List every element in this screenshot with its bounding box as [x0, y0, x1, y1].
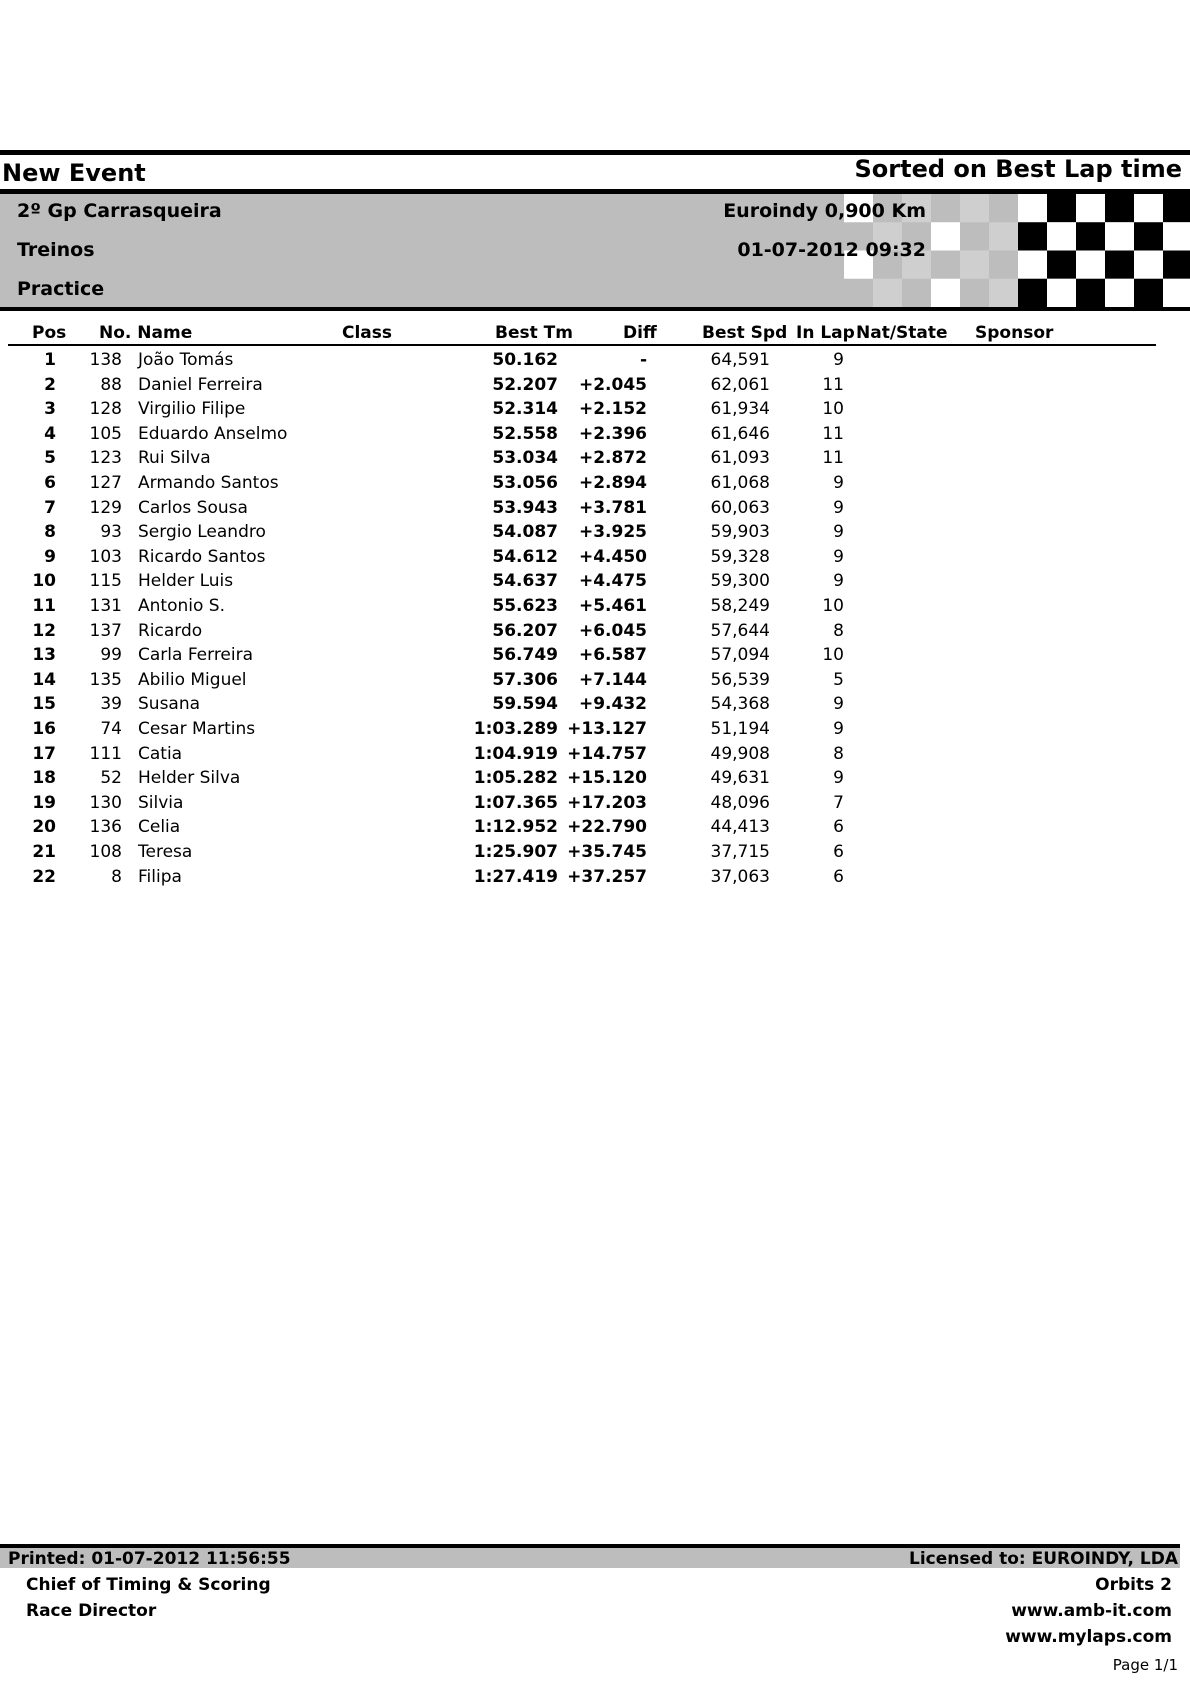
track-info: Euroindy 0,900 Km [723, 200, 926, 222]
row-best-time: 1:04.919 [473, 743, 558, 764]
row-best-speed: 62,061 [710, 374, 770, 395]
row-in-lap: 11 [822, 374, 844, 395]
row-in-lap: 6 [833, 842, 844, 862]
col-diff: Diff [623, 323, 657, 343]
table-row [0, 498, 1190, 523]
row-pos: 13 [32, 645, 56, 666]
col-nat-state: Nat/State [856, 323, 948, 343]
row-pos: 6 [44, 473, 56, 493]
column-header-rule [8, 344, 1156, 346]
row-pos: 1 [44, 350, 56, 370]
row-in-lap: 9 [833, 768, 844, 789]
row-in-lap: 6 [833, 817, 844, 838]
row-pos: 20 [32, 817, 56, 838]
row-best-speed: 59,903 [710, 522, 770, 543]
row-number: 115 [89, 571, 122, 592]
row-driver-name: Daniel Ferreira [138, 374, 263, 395]
race-director-label: Race Director [26, 1601, 157, 1621]
row-best-time: 56.749 [492, 645, 558, 666]
flag-square [1076, 279, 1105, 307]
row-in-lap: 10 [822, 399, 844, 420]
row-best-speed: 58,249 [710, 596, 770, 616]
table-row [0, 645, 1190, 670]
row-best-speed: 56,539 [710, 669, 770, 690]
row-best-speed: 59,328 [710, 546, 770, 567]
row-best-time: 53.943 [492, 497, 558, 518]
page-number: Page 1/1 [1112, 1656, 1178, 1674]
row-driver-name: Susana [138, 694, 201, 715]
row-best-time: 53.034 [492, 448, 558, 469]
row-in-lap: 9 [833, 571, 844, 592]
table-row [0, 375, 1190, 400]
row-in-lap: 8 [833, 620, 844, 641]
row-best-speed: 54,368 [710, 694, 770, 715]
flag-square [1076, 251, 1105, 279]
row-best-speed: 61,093 [710, 448, 770, 469]
row-in-lap: 10 [822, 596, 844, 616]
table-row [0, 596, 1190, 621]
sort-label: Sorted on Best Lap time [854, 155, 1182, 183]
row-best-time: 52.314 [492, 399, 558, 420]
flag-square [931, 222, 960, 250]
row-driver-name: Armando Santos [138, 473, 279, 493]
row-pos: 21 [32, 842, 56, 862]
col-best-spd: Best Spd [702, 323, 788, 343]
row-number: 128 [89, 399, 122, 420]
row-pos: 18 [32, 768, 56, 789]
row-in-lap: 7 [833, 792, 844, 813]
row-pos: 10 [32, 571, 56, 592]
flag-square [960, 251, 989, 279]
row-pos: 15 [32, 694, 56, 715]
table-row [0, 473, 1190, 498]
flag-square [1105, 279, 1134, 307]
row-pos: 17 [32, 743, 56, 764]
flag-square [1018, 279, 1047, 307]
row-diff: +9.432 [578, 694, 647, 715]
table-row [0, 817, 1190, 842]
row-diff: +5.461 [578, 596, 647, 616]
flag-square [1076, 194, 1105, 222]
row-diff: +2.872 [578, 448, 647, 469]
flag-square [1018, 251, 1047, 279]
mylaps-url: www.mylaps.com [1005, 1627, 1172, 1647]
row-pos: 9 [44, 546, 56, 567]
flag-square [1047, 279, 1076, 307]
row-best-time: 1:03.289 [473, 719, 558, 739]
table-row [0, 694, 1190, 719]
table-row [0, 547, 1190, 572]
row-best-speed: 59,300 [710, 571, 770, 592]
row-number: 137 [89, 620, 122, 641]
row-diff: +14.757 [567, 743, 647, 764]
row-best-speed: 44,413 [710, 817, 770, 838]
table-row [0, 670, 1190, 695]
row-number: 74 [100, 719, 122, 739]
table-row [0, 424, 1190, 449]
row-pos: 22 [32, 866, 56, 887]
row-best-time: 54.637 [492, 571, 558, 592]
row-driver-name: Filipa [138, 866, 182, 887]
row-driver-name: Sergio Leandro [138, 522, 266, 543]
row-diff: +4.450 [578, 546, 647, 567]
flag-square [1105, 251, 1134, 279]
row-number: 123 [89, 448, 122, 469]
row-diff: +35.745 [567, 842, 647, 862]
row-best-time: 53.056 [492, 473, 558, 493]
flag-square [960, 194, 989, 222]
row-number: 127 [89, 473, 122, 493]
row-in-lap: 8 [833, 743, 844, 764]
row-pos: 19 [32, 792, 56, 813]
row-in-lap: 9 [833, 522, 844, 543]
flag-square [1076, 222, 1105, 250]
row-number: 111 [89, 743, 122, 764]
row-best-time: 1:25.907 [473, 842, 558, 862]
row-diff: +4.475 [578, 571, 647, 592]
row-diff: +37.257 [567, 866, 647, 887]
event-title: New Event [2, 159, 146, 187]
row-best-speed: 51,194 [710, 719, 770, 739]
table-row [0, 571, 1190, 596]
row-number: 103 [89, 546, 122, 567]
row-diff: +2.152 [578, 399, 647, 420]
flag-square [1163, 279, 1190, 307]
row-best-time: 57.306 [492, 669, 558, 690]
row-driver-name: Abilio Miguel [138, 669, 247, 690]
row-in-lap: 10 [822, 645, 844, 666]
row-number: 136 [89, 817, 122, 838]
printed-timestamp: Printed: 01-07-2012 11:56:55 [8, 1549, 291, 1569]
row-best-time: 55.623 [492, 596, 558, 616]
row-best-speed: 64,591 [710, 350, 770, 370]
row-best-time: 50.162 [492, 350, 558, 370]
flag-square [1163, 251, 1190, 279]
row-pos: 5 [44, 448, 56, 469]
col-sponsor: Sponsor [975, 323, 1054, 343]
row-best-speed: 48,096 [710, 792, 770, 813]
row-best-speed: 49,908 [710, 743, 770, 764]
row-driver-name: Carla Ferreira [138, 645, 254, 666]
table-row [0, 768, 1190, 793]
row-in-lap: 9 [833, 497, 844, 518]
row-pos: 3 [44, 399, 56, 420]
row-driver-name: Ricardo Santos [138, 546, 266, 567]
row-in-lap: 6 [833, 866, 844, 887]
row-number: 105 [89, 423, 122, 444]
row-pos: 11 [32, 596, 56, 616]
flag-square [1163, 194, 1190, 222]
row-driver-name: Helder Luis [138, 571, 234, 592]
row-diff: +6.587 [578, 645, 647, 666]
row-best-time: 52.558 [492, 423, 558, 444]
row-best-speed: 57,094 [710, 645, 770, 666]
table-row [0, 842, 1190, 867]
row-best-time: 1:07.365 [473, 792, 558, 813]
row-best-speed: 57,644 [710, 620, 770, 641]
flag-square [931, 279, 960, 307]
row-diff: +13.127 [567, 719, 647, 739]
col-best-tm: Best Tm [495, 323, 573, 343]
session-pt: Treinos [17, 239, 95, 261]
row-driver-name: Rui Silva [138, 448, 211, 469]
race-name: 2º Gp Carrasqueira [17, 200, 222, 222]
row-diff: +22.790 [567, 817, 647, 838]
row-number: 130 [89, 792, 122, 813]
flag-square [1134, 222, 1163, 250]
flag-square [1018, 194, 1047, 222]
row-number: 39 [100, 694, 122, 715]
row-number: 135 [89, 669, 122, 690]
row-driver-name: Teresa [138, 842, 193, 862]
row-best-speed: 61,068 [710, 473, 770, 493]
row-driver-name: Cesar Martins [138, 719, 256, 739]
row-number: 108 [89, 842, 122, 862]
row-driver-name: Antonio S. [138, 596, 225, 616]
col-in-lap: In Lap [796, 323, 855, 343]
col-pos: Pos [32, 323, 67, 343]
row-number: 129 [89, 497, 122, 518]
flag-square [1134, 251, 1163, 279]
flag-square [1047, 251, 1076, 279]
license-info: Licensed to: EUROINDY, LDA [909, 1549, 1178, 1569]
row-best-speed: 60,063 [710, 497, 770, 518]
row-in-lap: 11 [822, 448, 844, 469]
row-pos: 8 [44, 522, 56, 543]
row-diff: +2.045 [578, 374, 647, 395]
row-number: 8 [111, 866, 122, 887]
row-diff: +3.925 [578, 522, 647, 543]
row-best-time: 52.207 [492, 374, 558, 395]
row-best-time: 54.612 [492, 546, 558, 567]
row-best-time: 1:12.952 [473, 817, 558, 838]
row-best-time: 1:05.282 [473, 768, 558, 789]
row-driver-name: Eduardo Anselmo [138, 423, 288, 444]
row-best-speed: 37,715 [710, 842, 770, 862]
row-diff: +15.120 [567, 768, 647, 789]
table-row [0, 867, 1190, 892]
row-number: 99 [100, 645, 122, 666]
row-pos: 7 [44, 497, 56, 518]
flag-square [1105, 194, 1134, 222]
row-number: 138 [89, 350, 122, 370]
table-row [0, 793, 1190, 818]
row-number: 52 [100, 768, 122, 789]
col-no-name: No. Name [99, 323, 193, 343]
row-in-lap: 9 [833, 694, 844, 715]
banner-bottom-rule [0, 307, 1190, 311]
row-pos: 12 [32, 620, 56, 641]
chief-timing-label: Chief of Timing & Scoring [26, 1575, 271, 1595]
row-diff: +2.396 [578, 423, 647, 444]
row-number: 93 [100, 522, 122, 543]
row-driver-name: Catia [138, 743, 183, 764]
session-en: Practice [17, 278, 105, 300]
table-row [0, 744, 1190, 769]
row-diff: +6.045 [578, 620, 647, 641]
row-pos: 14 [32, 669, 56, 690]
row-driver-name: Helder Silva [138, 768, 241, 789]
row-driver-name: Silvia [138, 792, 184, 813]
col-class: Class [342, 323, 393, 343]
row-best-speed: 49,631 [710, 768, 770, 789]
software-name: Orbits 2 [1095, 1575, 1172, 1595]
row-best-time: 54.087 [492, 522, 558, 543]
table-row [0, 350, 1190, 375]
table-row [0, 621, 1190, 646]
flag-square [1134, 194, 1163, 222]
row-in-lap: 11 [822, 423, 844, 444]
row-diff: +17.203 [567, 792, 647, 813]
flag-square [1134, 279, 1163, 307]
flag-square [1047, 194, 1076, 222]
row-in-lap: 9 [833, 719, 844, 739]
table-row [0, 399, 1190, 424]
row-best-speed: 61,934 [710, 399, 770, 420]
row-pos: 2 [44, 374, 56, 395]
row-diff: +2.894 [578, 473, 647, 493]
flag-square [1047, 222, 1076, 250]
row-pos: 16 [32, 719, 56, 739]
row-pos: 4 [44, 423, 56, 444]
table-row [0, 448, 1190, 473]
row-in-lap: 9 [833, 546, 844, 567]
flag-square [873, 279, 902, 307]
flag-square [1018, 222, 1047, 250]
row-diff: +3.781 [578, 497, 647, 518]
row-driver-name: Celia [138, 817, 181, 838]
row-in-lap: 5 [833, 669, 844, 690]
row-best-time: 56.207 [492, 620, 558, 641]
row-best-speed: 37,063 [710, 866, 770, 887]
table-row [0, 719, 1190, 744]
row-driver-name: Carlos Sousa [138, 497, 248, 518]
row-diff: +7.144 [578, 669, 647, 690]
flag-square [1105, 222, 1134, 250]
row-number: 131 [89, 596, 122, 616]
flag-square [989, 279, 1018, 307]
row-best-time: 59.594 [492, 694, 558, 715]
row-driver-name: João Tomás [138, 350, 234, 370]
row-in-lap: 9 [833, 473, 844, 493]
flag-square [989, 222, 1018, 250]
amb-url: www.amb-it.com [1011, 1601, 1172, 1621]
row-in-lap: 9 [833, 350, 844, 370]
row-best-time: 1:27.419 [473, 866, 558, 887]
row-driver-name: Ricardo [138, 620, 203, 641]
row-diff: - [639, 350, 647, 370]
row-driver-name: Virgilio Filipe [138, 399, 246, 420]
table-row [0, 522, 1190, 547]
session-datetime: 01-07-2012 09:32 [737, 239, 926, 261]
row-number: 88 [100, 374, 122, 395]
row-best-speed: 61,646 [710, 423, 770, 444]
flag-square [1163, 222, 1190, 250]
